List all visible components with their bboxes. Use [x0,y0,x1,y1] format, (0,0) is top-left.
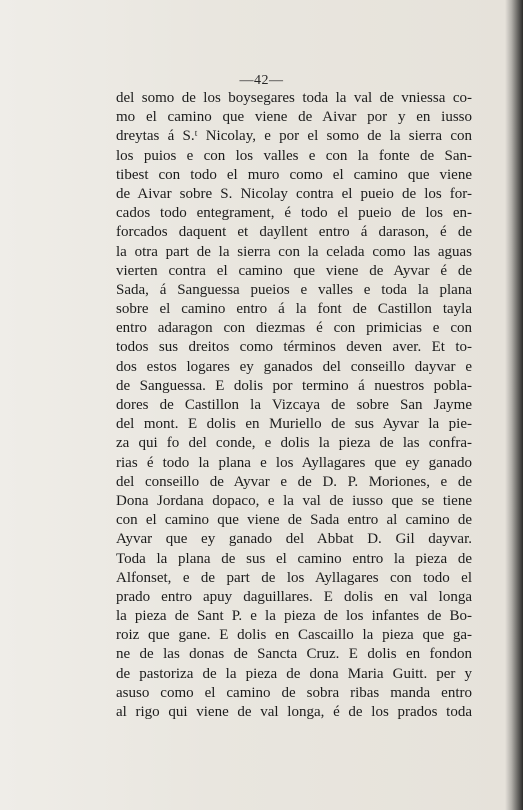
text-line: ne de las donas de Sancta Cruz. E dolis en fondon [116,646,472,663]
text-line: Alfonset, e de part de los Ayllagares con todo el [116,569,472,586]
text-line: del conseillo de Ayvar e de D. P. Moriones, e de [116,473,472,490]
text-line: al rigo qui viene de val longa, é de los prados toda [116,704,472,720]
text-line: de Sanguessa. E dolis por termino á nuestros pobla- [116,377,472,394]
text-line: rias é todo la plana e los Ayllagares que ey ganado [116,454,472,471]
text-line: del mont. E dolis en Muriello de sus Ayvar la pie- [116,416,472,433]
text-line: roiz que gane. E dolis en Cascaillo la pieza que ga- [116,627,472,644]
text-line: dreytas á S.ᵗ Nicolay, e por el somo de la sierra con [116,128,472,145]
text-line: Dona Jordana dopaco, e la val de iusso que se tiene [116,492,472,509]
text-line: todos sus dreitos como términos deven aver. Et to- [116,339,472,356]
text-line: forcados daquent et dayllent entro á darason, é de [116,224,472,241]
text-line: Toda la plana de sus el camino entro la pieza de [116,550,472,567]
text-line: entro adaragon con diezmas é con primicias e con [116,320,472,337]
text-line: za qui fo del conde, e dolis la pieza de las confra- [116,435,472,452]
text-line: prado entro apuy daguillares. E dolis en val longa [116,588,472,605]
text-line: con el camino que viene de Sada entro al camino de [116,512,472,529]
text-line: vierten contra el camino que viene de Ayvar é de [116,262,472,279]
page-number: —42— [239,73,284,88]
body-text [116,89,472,722]
text-line: de pastoriza de la pieza de dona Maria Guitt. per y [116,665,472,682]
page-edge-shadow [505,0,523,810]
text-line: la otra part de la sierra con la celada como las aguas [116,243,472,260]
text-line: tibest con todo el muro como el camino que viene [116,166,472,183]
text-line: mo el camino que viene de Aivar por y en iusso [116,109,472,126]
text-line: de Aivar sobre S. Nicolay contra el pueio de los for- [116,185,472,202]
text-line: asuso como el camino de sobra ribas manda entro [116,684,472,701]
text-line: sobre el camino entro á la font de Castillon tayla [116,301,472,318]
text-line: dos estos logares ey ganados del conseillo dayvar e [116,358,472,375]
text-line: del somo de los boysegares toda la val de vniessa co- [116,90,472,106]
text-line: Sada, á Sanguessa pueios e valles e toda la plana [116,281,472,298]
text-line: la pieza de Sant P. e la pieza de los infantes de Bo- [116,608,472,625]
text-line: dores de Castillon la Vizcaya de sobre San Jayme [116,397,472,413]
text-line: Ayvar que ey ganado del Abbat D. Gil dayvar. [116,531,472,548]
text-line: cados todo entegrament, é todo el pueio de los en- [116,205,472,222]
text-line: los puios e con los valles e con la fonte de San- [116,147,472,164]
